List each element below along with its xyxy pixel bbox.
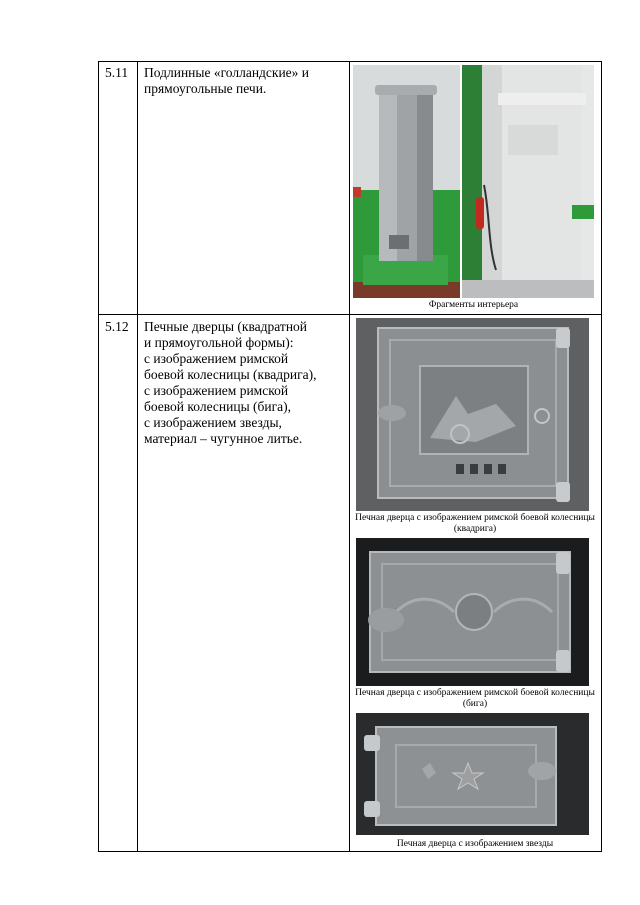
photo-door-biga [356,538,589,686]
photo-caption: Печная дверца с изображением звезды [396,839,554,849]
photo-caption: Печная дверца с изображением римской боевой колесницы (квадрига) [355,513,595,534]
photo-caption: Печная дверца с изображением римской боевой колесницы (бига) [355,688,595,709]
row-number: 5.11 [105,65,129,80]
photo-caption: Фрагменты интерьера [428,300,519,310]
photo-rectangular-stove [462,65,594,298]
photo-round-stove [353,65,460,298]
row-description: Печные дверцы (квадратной и прямоугольной формы): с изображением римской боевой колесницы (квадрига), с изображением римской боевой колесницы (бига), с изображением звезды, материал – чугунное литье. [144,319,317,446]
photo-door-quadriga [356,318,589,511]
photo-door-star [356,713,589,835]
table-row [99,314,601,853]
row-description: Подлинные «голландские» и прямоугольные печи. [144,65,310,96]
row-number: 5.12 [105,319,129,334]
heritage-table [98,61,602,852]
